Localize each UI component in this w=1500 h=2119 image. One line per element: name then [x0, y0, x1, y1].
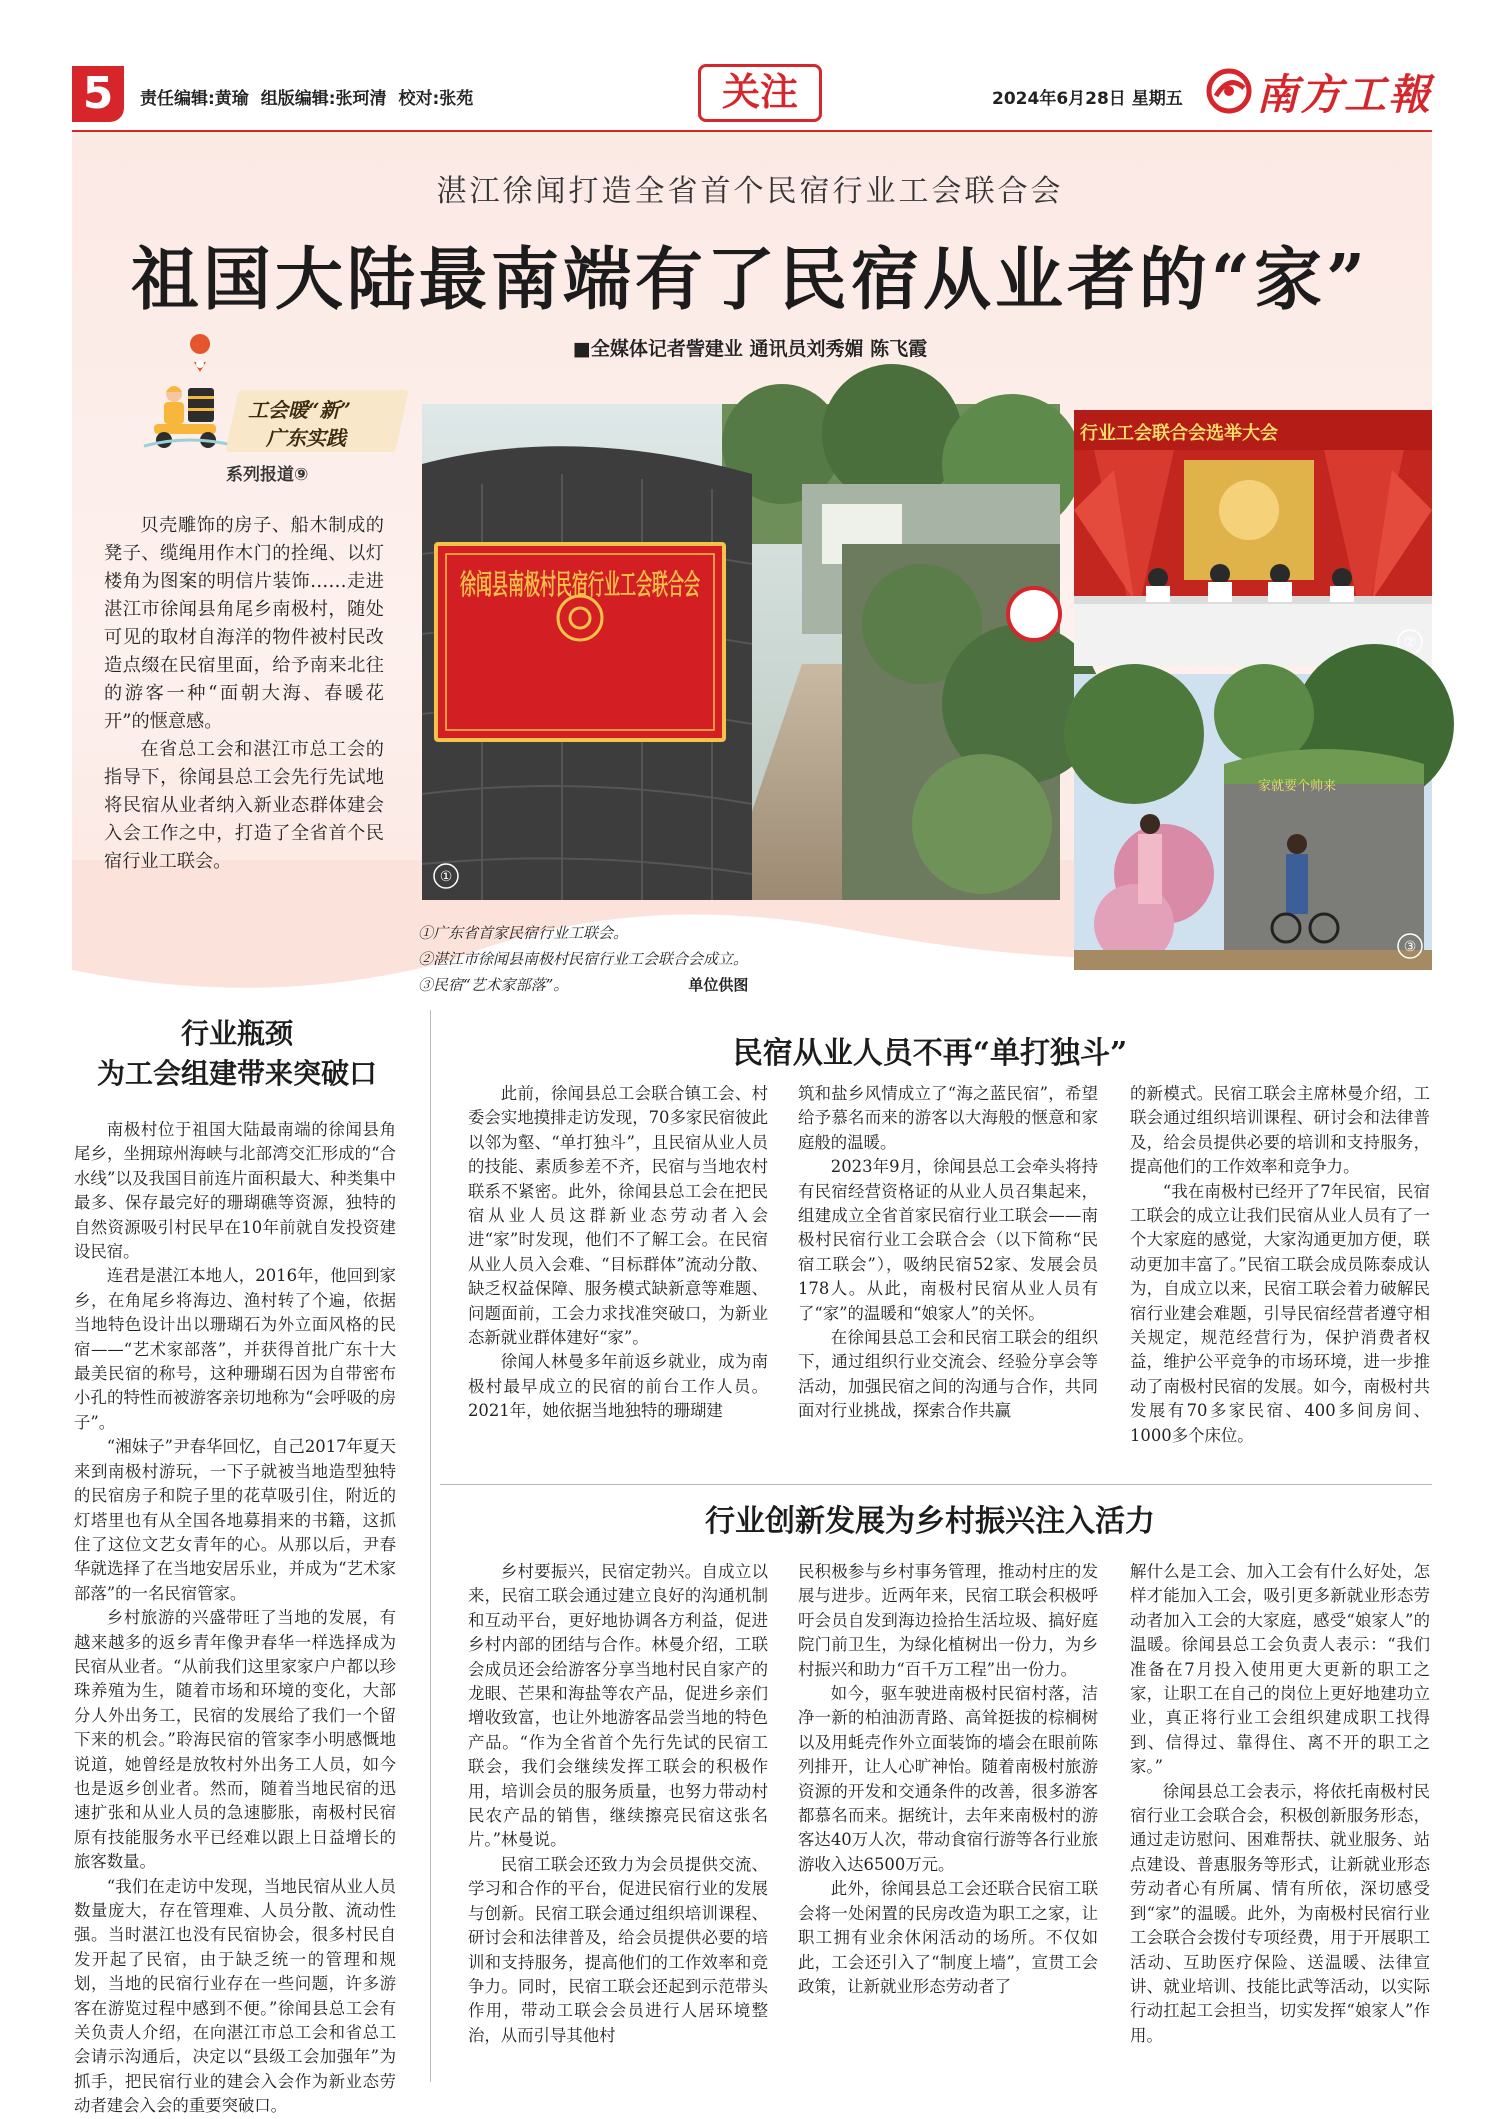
article-column-6 — [798, 1560, 1098, 2082]
body-paragraph: 乡村旅游的兴盛带旺了当地的发展，有越来越多的返乡青年像尹春华一样选择成为民宿从业者。“从前我们这里家家户户都以珍珠养殖为生，随着市场和环境的变化，大部分人外出务工，民宿的发展给了我们一个留下来的机会。”聆海民宿的管家李小明感慨地说道，她曾经是放牧村外出务工人员，如今也是返乡创业者。然而，随着当地民宿的迅速扩张和从业人员的急速膨胀，南极村民宿原有技能服务水平已经难以跟上日益增长的旅客数量。 — [74, 1608, 396, 1872]
section-tag: 关注 — [698, 64, 822, 122]
body-paragraph: 筑和盐乡风情成立了“海之蓝民宿”，希望给予慕名而来的游客以大海般的惬意和家庭般的温暖。 — [798, 1084, 1098, 1152]
body-paragraph: 此前，徐闻县总工会联合镇工会、村委会实地摸排走访发现，70多家民宿彼此以邻为壑、“单打独斗”，且民宿从业人员的技能、素质参差不齐，民宿与当地农村联系不紧密。此外，徐闻县总工会在把民宿从业人员这群新业态劳动者入会进“家”时发现，他们不了解工会。在民宿从业人员入会难、“目标群体”流动分散、缺乏权益保障、服务模式缺新意等难题、问题面前，工会力求找准突破口，为新业态新就业群体建好“家”。 — [468, 1084, 768, 1348]
section-heading-line: 为工会组建带来突破口 — [96, 1057, 377, 1090]
body-paragraph: 2023年9月，徐闻县总工会牵头将持有民宿经营资格证的从业人员召集起来，组建成立全省首家民宿行业工联会——南极村民宿行业工会联合会（以下简称“民宿工联会”），吸纳民宿52家、发展会员178人。从此，南极村民宿从业人员有了“家”的温暖和“娘家人”的关怀。 — [798, 1157, 1098, 1323]
issue-date: 2024年6月28日 星期五 — [992, 89, 1183, 109]
section-heading-rural-revival: 行业创新发展为乡村振兴注入活力 — [705, 1504, 1155, 1539]
logo-emblem-icon — [1204, 66, 1254, 116]
series-title-line2: 广东实践 — [266, 426, 346, 450]
section-heading-bottleneck — [72, 1014, 402, 1094]
caption-line — [418, 972, 748, 998]
lead-paragraph: 在省总工会和湛江市总工会的指导下，徐闻县总工会先行先试地将民宿从业者纳入新业态群体建会入会工作之中，打造了全省首个民宿行业工联会。 — [104, 739, 384, 872]
article-column-7 — [1130, 1560, 1430, 2082]
photo-banner-text: 行业工会联合会选举大会 — [1080, 423, 1278, 444]
article-byline: ■全媒体记者訾建业 通讯员刘秀媚 陈飞霞 — [572, 338, 928, 360]
series-badge — [140, 348, 400, 488]
body-paragraph: 此外，徐闻县总工会还联合民宿工联会将一处闲置的民房改造为职工之家，让职工拥有业余休闲活动的场所。不仅如此，工会还引入了“制度上墙”，宣贯工会政策，让新就业形态劳动者了 — [798, 1879, 1098, 1996]
article-column-4 — [1130, 1082, 1430, 1474]
photo-union-sign — [422, 404, 1060, 900]
caption-line: ②湛江市徐闻县南极村民宿行业工会联合会成立。 — [418, 950, 749, 968]
caption-text: ③民宿“艺术家部落”。 — [418, 976, 569, 994]
section-divider — [440, 1484, 1432, 1485]
body-paragraph: 解什么是工会、加入工会有什么好处，怎样才能加入工会，吸引更多新就业形态劳动者加入工会的大家庭，感受“娘家人”的温暖。徐闻县总工会负责人表示：“我们准备在7月投入使用更大更新的职工之家，让职工在自己的岗位上更好地建功立业，真正将行业工会组织建成职工找得到、信得过、靠得住、离不开的职工之家。” — [1130, 1562, 1430, 1777]
article-column-1 — [74, 1118, 396, 2116]
body-paragraph: “湘妹子”尹春华回忆，自己2017年夏天来到南极村游玩，一下子就被当地造型独特的民宿房子和院子里的花草吸引住，附近的灯塔里也有从全国各地募捐来的书籍，这抓住了这位文艺女青年的心。从那以后，尹春华就选择了在当地安居乐业，并成为“艺术家部落”的一名民宿管家。 — [74, 1437, 396, 1603]
page-header — [72, 58, 1432, 128]
photo-artist-tribe-illustration — [1074, 674, 1432, 970]
photo-artist-tribe — [1074, 674, 1432, 970]
series-number: 系列报道⑨ — [226, 465, 309, 485]
article-lead — [104, 512, 384, 876]
photo-captions — [418, 920, 748, 998]
caption-line: ①广东省首家民宿行业工联会。 — [418, 924, 629, 942]
credit-layout: 组版编辑:张珂清 — [260, 89, 387, 109]
lead-paragraph: 贝壳雕饰的房子、船木制成的凳子、缆绳用作木门的拴绳、以灯楼角为图案的明信片装饰……走进湛江市徐闻县角尾乡南极村，随处可见的取材自海洋的物件被村民改造点缀在民宿里面，给予南来北往的游客一种“面朝大海、春暖花开”的惬意感。 — [104, 515, 384, 732]
delivery-courier-icon — [140, 348, 240, 458]
article-title: 祖国大陆最南端有了民宿从业者的“家” — [130, 240, 1370, 320]
body-paragraph: 徐闻人林曼多年前返乡就业，成为南极村最早成立的民宿的前台工作人员。2021年，她依据当地独特的珊瑚建 — [468, 1352, 768, 1421]
photo-credit: 单位供图 — [688, 976, 749, 994]
section-heading-not-alone: 民宿从业人员不再“单打独斗” — [732, 1036, 1128, 1071]
body-paragraph: 徐闻县总工会表示，将依托南极村民宿行业工会联合会，积极创新服务形态，通过走访慰问、困难帮扶、就业服务、站点建设、普惠服务等形式，让新就业形态劳动者心有所属、情有所依，深切感受到“家”的温暖。此外，为南极村民宿行业工会联合会拨付专项经费，用于开展职工活动、互助医疗保险、送温暖、法律宣讲、就业培训、技能比武等活动，以实际行动扛起工会担当，切实发挥“娘家人”作用。 — [1130, 1781, 1430, 2045]
article-subtitle: 湛江徐闻打造全省首个民宿行业工会联合会 — [436, 174, 1064, 209]
body-paragraph: 南极村位于祖国大陆最南端的徐闻县角尾乡，坐拥琼州海峡与北部湾交汇形成的“合水线”以及我国目前连片面积最大、种类集中最多、保存最完好的珊瑚礁等资源，独特的自然资源吸引村民早在10年前就自发投资建设民宿。 — [74, 1120, 396, 1262]
photo-number: ① — [439, 869, 453, 885]
column-divider — [430, 1010, 431, 2082]
photo-house-sign: 家就要个帅来 — [1258, 779, 1337, 794]
body-paragraph: 乡村要振兴，民宿定勃兴。自成立以来，民宿工联会通过建立良好的沟通机制和互动平台，更好地协调各方利益，促进乡村内部的团结与合作。林曼介绍，工联会成员还会给游客分享当地村民自家产的龙眼、芒果和海盐等农产品，促进乡亲们增收致富，也让外地游客品尝当地的特色产品。“作为全省首个先行先试的民宿工联会，我们会继续发挥工联会的积极作用，培训会员的服务质量，也努力带动村民农产品的销售，继续擦亮民宿这张名片。”林曼说。 — [468, 1562, 768, 1850]
body-paragraph: 连君是湛江本地人，2016年，他回到家乡，在角尾乡将海边、渔村转了个遍，依据当地特色设计出以珊瑚石为外立面风格的民宿——“艺术家部落”，并获得首批广东十大最美民宿的称号，这种珊瑚石因为自带密布小孔的特性而被游客亲切地称为“会呼吸的房子”。 — [74, 1266, 396, 1432]
photo-founding-meeting-illustration — [1074, 410, 1432, 666]
series-title-line1: 工会暖“新” — [248, 398, 352, 422]
article-column-5 — [468, 1560, 768, 2082]
body-paragraph: 如今，驱车驶进南极村民宿村落，洁净一新的柏油沥青路、高耸挺拔的棕榈树以及用蚝壳作外立面装饰的墙会在眼前陈列排开，让人心旷神怡。随着南极村旅游资源的开发和交通条件的改善，很多游客都慕名而来。据统计，去年来南极村的游客达40万人次，带动食宿行游等各行业旅游收入达6500万元。 — [798, 1684, 1098, 1874]
article-column-2 — [468, 1082, 768, 1474]
credit-proof: 校对:张苑 — [398, 89, 474, 109]
body-paragraph: 的新模式。民宿工联会主席林曼介绍，工联会通过组织培训课程、研讨会和法律普及，给会员提供必要的培训和支持服务，提高他们的工作效率和竞争力。 — [1130, 1084, 1430, 1177]
body-paragraph: 在徐闻县总工会和民宿工联会的组织下，通过组织行业交流会、经验分享会等活动，加强民宿之间的沟通与合作，共同面对行业挑战，探索合作共赢 — [798, 1328, 1098, 1421]
page-number: 5 — [72, 66, 124, 122]
photo-sign-text: 徐闻县南极村民宿行业工会联合会 — [460, 568, 700, 601]
credit-editor: 责任编辑:黄瑜 — [140, 89, 249, 109]
section-heading-line: 行业瓶颈 — [180, 1017, 293, 1050]
photo-number: ② — [1403, 635, 1417, 651]
newspaper-logo — [1204, 58, 1432, 122]
logo-text: 南方工報 — [1256, 70, 1433, 119]
body-paragraph: “我们在走访中发现，当地民宿从业人员数量庞大，存在管理难、人员分散、流动性强。当时湛江也没有民宿协会，很多村民自发开起了民宿，由于缺乏统一的管理和规划，当地的民宿行业存在一些问题，许多游客在游览过程中感到不便。”徐闻县总工会有关负责人介绍，在向湛江市总工会和省总工会请示沟通后，决定以“县级工会加强年”为抓手，把民宿行业的建会入会作为新业态劳动者建会入会的重要突破口。 — [74, 1876, 396, 2116]
body-paragraph: 民积极参与乡村事务管理，推动村庄的发展与进步。近两年来，民宿工联会积极呼吁会员自发到海边捡拾生活垃圾、搞好庭院门前卫生，为绿化植树出一份力，为乡村振兴和助力“百千万工程”出一份力。 — [798, 1562, 1098, 1679]
body-paragraph: “我在南极村已经开了7年民宿，民宿工联会的成立让我们民宿从业人员有了一个大家庭的感觉，大家沟通更加方便，联动更加丰富了。”民宿工联会成员陈泰成认为，自成立以来，民宿工联会着力破解民宿行业建会难题，引导民宿经营者遵守相关规定，规范经营行为，保护消费者权益，维护公平竞争的市场环境，进一步推动了南极村民宿的发展。如今，南极村共发展有70多家民宿、400多间房间、1000多个床位。 — [1130, 1181, 1430, 1445]
article-column-3 — [798, 1082, 1098, 1474]
photo-number: ③ — [1403, 939, 1417, 955]
editor-credits — [140, 84, 479, 109]
photo-union-sign-illustration — [422, 404, 1060, 900]
body-paragraph: 民宿工联会还致力为会员提供交流、学习和合作的平台，促进民宿行业的发展与创新。民宿工联会通过组织培训课程、研讨会和法律普及，给会员提供必要的培训和支持服务，提高他们的工作效率和竞争力。同时，民宿工联会还起到示范带头作用，带动工联会会员进行人居环境整治，从而引导其他村 — [468, 1854, 768, 2045]
photo-founding-meeting — [1074, 410, 1432, 666]
